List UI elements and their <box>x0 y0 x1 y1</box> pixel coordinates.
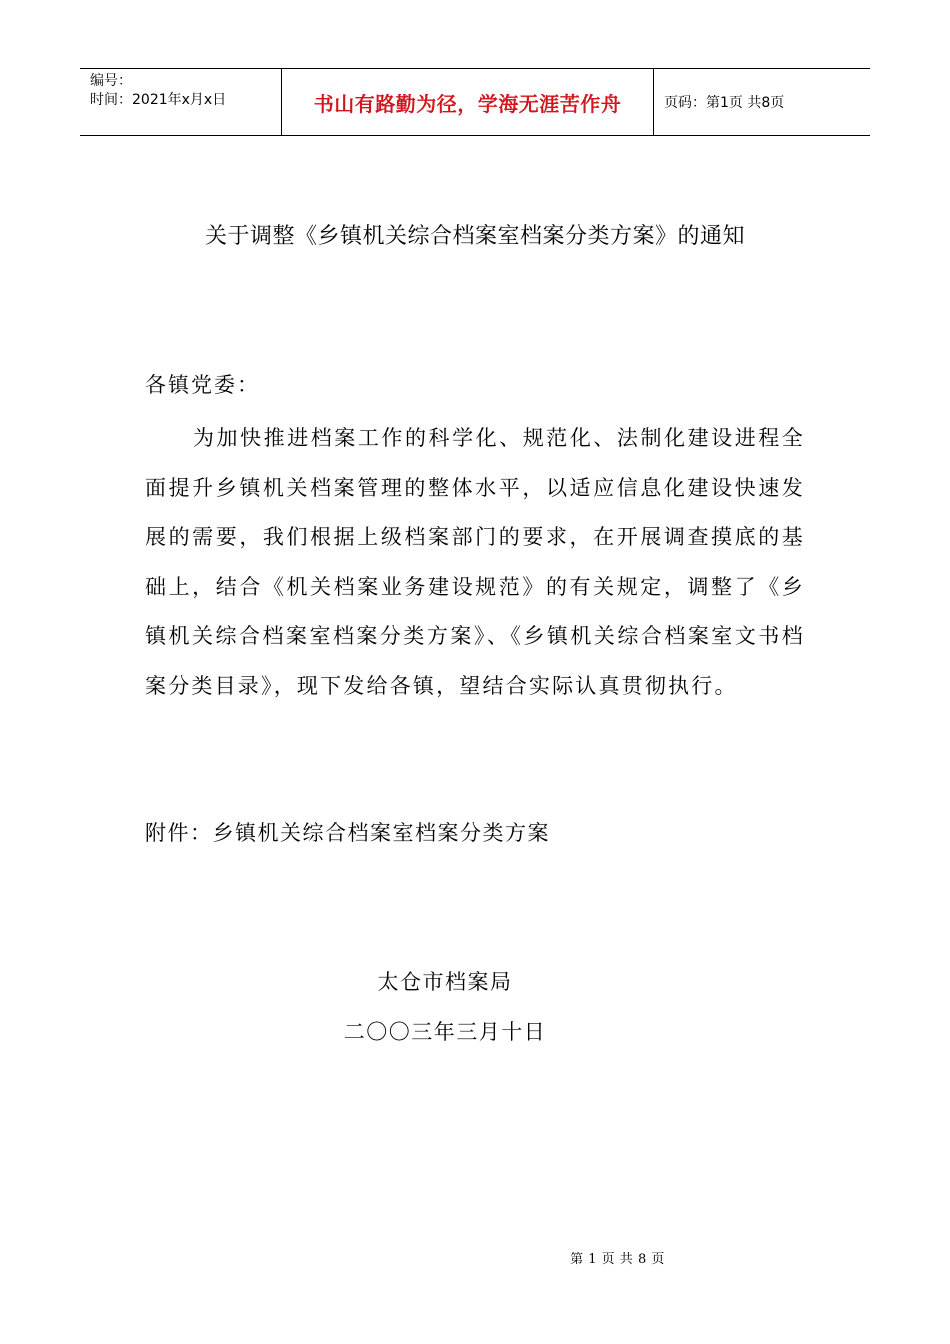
attachment-line: 附件：乡镇机关综合档案室档案分类方案 <box>145 821 550 845</box>
document-time-label: 时间：2021年x月x日 <box>90 92 227 108</box>
issuer-name: 太仓市档案局 <box>377 970 513 994</box>
document-header <box>80 68 870 136</box>
document-title: 关于调整《乡镇机关综合档案室档案分类方案》的通知 <box>204 224 745 249</box>
header-motto: 书山有路勤为径，学海无涯苦作舟 <box>281 69 654 135</box>
salutation: 各镇党委： <box>145 373 260 397</box>
body-paragraph: 为加快推进档案工作的科学化、规范化、法制化建设进程全面提升乡镇机关档案管理的整体水平，以适应信息化建设快速发展的需要，我们根据上级档案部门的要求，在开展调查摸底的基础上，结合《机关档案业务建设规范》的有关规定，调整了《乡镇机关综合档案室档案分类方案》、《乡镇机关综合档案室文书档案分类目录》，现下发给各镇，望结合实际认真贯彻执行。 <box>145 426 805 698</box>
header-meta-cell <box>80 69 281 135</box>
page-footer: 第 1 页 共 8 页 <box>570 1252 665 1267</box>
document-number-label: 编号： <box>90 73 132 89</box>
header-page-info: 页码：第1页 共8页 <box>664 95 785 111</box>
issue-date: 二〇〇三年三月十日 <box>343 1020 547 1044</box>
